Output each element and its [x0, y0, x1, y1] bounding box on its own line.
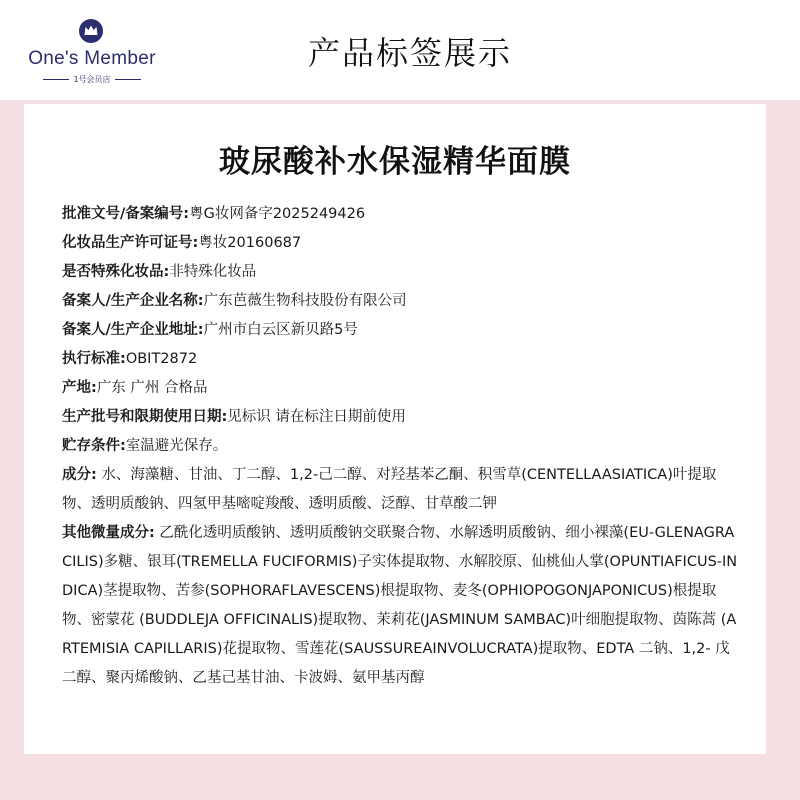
info-label: 化妆品生产许可证号: [62, 235, 199, 251]
product-name: 玻尿酸补水保湿精华面膜 [219, 144, 571, 180]
info-value: 粤妆20160687 [198, 235, 302, 251]
info-value: OBIT2872 [125, 351, 198, 367]
page-title: 产品标签展示 [307, 34, 512, 72]
info-row-ingredients [62, 461, 742, 519]
info-value: 见标识 请在标注日期前使用 [227, 409, 406, 425]
crown-logo-icon [78, 18, 104, 44]
info-label: 备案人/生产企业地址: [62, 322, 204, 338]
logo-text: One's Member [28, 48, 156, 69]
info-label: 生产批号和限期使用日期: [62, 409, 228, 425]
info-row-origin [62, 374, 742, 403]
info-label: 批准文号/备案编号: [62, 206, 190, 222]
label-card [24, 104, 766, 754]
info-row-standard [62, 345, 742, 374]
info-value: 广东 广州 合格品 [96, 380, 208, 396]
info-row-special-cosmetic [62, 258, 742, 287]
info-row-approval-number [62, 200, 742, 229]
info-value: 广州市白云区新贝路5号 [203, 322, 358, 338]
info-value: 水、海藻糖、甘油、丁二醇、1,2-己二醇、对羟基苯乙酮、积雪草(CENTELLAASIATICA)叶提取物、透明质酸钠、四氢甲基嘧啶羧酸、透明质酸、泛醇、甘草酸二钾 [62, 467, 717, 512]
info-value: 非特殊化妆品 [169, 264, 257, 280]
info-row-production-license [62, 229, 742, 258]
info-label: 备案人/生产企业名称: [62, 293, 204, 309]
page-header [0, 0, 800, 100]
info-row-company-name [62, 287, 742, 316]
info-row-minor-ingredients [62, 519, 742, 693]
info-row-batch-expiry [62, 403, 742, 432]
info-value: 粤G妆网备字2025249426 [189, 206, 366, 222]
info-label: 产地: [62, 380, 97, 396]
info-row-company-address [62, 316, 742, 345]
info-value: 广东芭薇生物科技股份有限公司 [203, 293, 407, 309]
info-value: 乙酰化透明质酸钠、透明质酸钠交联聚合物、水解透明质酸钠、细小裸藻(EU-GLENAGRACILIS)多糖、银耳(TREMELLA FUCIFORMIS)子实体提取物、水解胶原、仙桃仙人掌(OPUNTIAFICUS-INDICA)茎提取物、苦参(SOPHORAFLAVESCENS)根提取物、麦冬(OPHIOPOGONJAPONICUS)根提取物、密蒙花 (BUDDLEJA OFFICINALIS)提取物、茉莉花(JASMINUM SAMBAC)叶细胞提取物、茵陈蒿 (ARTEMISIA CAPILLARIS)花提取物、雪莲花(SAUSSUREAINVOLUCRATA)提取物、EDTA 二钠、1,2- 戊二醇、聚丙烯酸钠、乙基己基甘油、卡波姆、氨甲基丙醇 [62, 525, 738, 686]
info-label: 其他微量成分: [62, 525, 155, 541]
info-row-storage [62, 432, 742, 461]
label-info-list [62, 200, 742, 693]
info-value: 室温避光保存。 [125, 438, 228, 454]
info-label: 执行标准: [62, 351, 126, 367]
brand-logo[interactable] [22, 18, 162, 88]
info-label: 贮存条件: [62, 438, 126, 454]
info-label: 成分: [62, 467, 97, 483]
info-label: 是否特殊化妆品: [62, 264, 170, 280]
logo-subtext: 1号会员店 [22, 74, 162, 85]
